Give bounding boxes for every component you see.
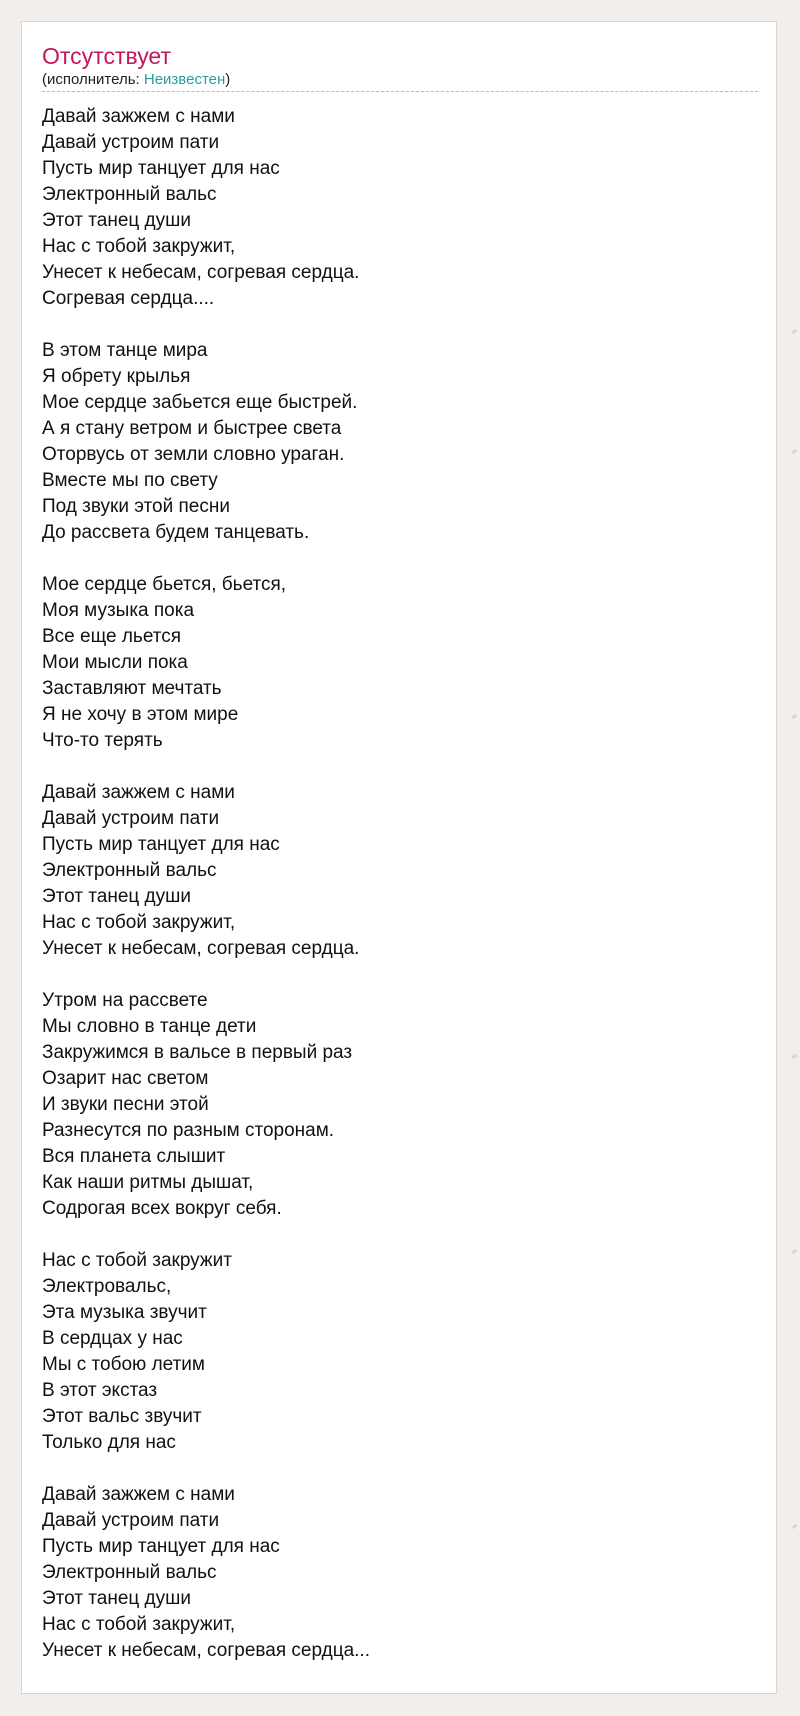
lyric-line: И звуки песни этой: [42, 1094, 209, 1115]
lyric-line: Электровальс,: [42, 1276, 172, 1297]
lyric-line: Все еще льется: [42, 626, 182, 647]
background-mark: [792, 329, 798, 334]
lyric-line: Утром на рассвете: [42, 990, 208, 1011]
background-mark: [792, 1249, 798, 1254]
lyric-line: В сердцах у нас: [42, 1328, 183, 1349]
lyric-line: Озарит нас светом: [42, 1068, 209, 1089]
lyric-line: Я не хочу в этом мире: [42, 704, 239, 725]
song-title: Отсутствует: [42, 43, 171, 69]
lyric-line: Как наши ритмы дышат,: [42, 1172, 254, 1193]
lyric-line: В этом танце мира: [42, 340, 208, 361]
lyric-line: А я стану ветром и быстрее света: [42, 418, 342, 439]
lyric-line: Давай зажжем с нами: [42, 1484, 235, 1505]
lyric-line: Согревая сердца....: [42, 288, 215, 309]
lyric-line: Давай устроим пати: [42, 1510, 220, 1531]
background-mark: [792, 449, 798, 454]
artist-prefix: (исполнитель:: [42, 71, 144, 88]
lyric-line: Оторвусь от земли словно ураган.: [42, 444, 345, 465]
lyric-line: Давай зажжем с нами: [42, 782, 235, 803]
lyric-line: Нас с тобой закружит: [42, 1250, 232, 1271]
background-mark: [792, 1054, 798, 1059]
lyric-line: Эта музыка звучит: [42, 1302, 207, 1323]
artist-suffix: ): [225, 71, 231, 88]
lyric-line: Этот танец души: [42, 1588, 191, 1609]
lyric-line: Унесет к небесам, согревая сердца.: [42, 938, 360, 959]
artist-line: [42, 70, 758, 90]
lyrics-text: [42, 104, 758, 1664]
background-pattern: [790, 0, 800, 1716]
lyric-line: Этот вальс звучит: [42, 1406, 202, 1427]
lyrics-stanza: [42, 104, 758, 312]
lyric-line: Электронный вальс: [42, 184, 217, 205]
lyric-line: Давай устроим пати: [42, 808, 220, 829]
lyric-line: Нас с тобой закружит,: [42, 1614, 236, 1635]
lyric-line: В этот экстаз: [42, 1380, 158, 1401]
lyric-line: Вся планета слышит: [42, 1146, 226, 1167]
lyric-line: Нас с тобой закружит,: [42, 912, 236, 933]
lyric-line: Электронный вальс: [42, 860, 217, 881]
lyric-line: Давай устроим пати: [42, 132, 220, 153]
lyric-line: Нас с тобой закружит,: [42, 236, 236, 257]
lyric-line: Мое сердце бьется, бьется,: [42, 574, 287, 595]
background-mark: [792, 1524, 798, 1529]
lyric-line: Этот танец души: [42, 886, 191, 907]
lyric-line: Содрогая всех вокруг себя.: [42, 1198, 282, 1219]
lyric-line: Разнесутся по разным сторонам.: [42, 1120, 335, 1141]
lyric-line: Унесет к небесам, согревая сердца...: [42, 1640, 370, 1661]
lyric-line: Мои мысли пока: [42, 652, 188, 673]
lyrics-stanza: [42, 1482, 758, 1664]
song-header: [42, 42, 758, 92]
lyric-line: Этот танец души: [42, 210, 191, 231]
lyrics-stanza: [42, 780, 758, 962]
lyrics-stanza: [42, 1248, 758, 1456]
lyric-line: Мы словно в танце дети: [42, 1016, 257, 1037]
lyric-line: Моя музыка пока: [42, 600, 195, 621]
lyric-line: Только для нас: [42, 1432, 176, 1453]
lyric-line: Унесет к небесам, согревая сердца.: [42, 262, 360, 283]
lyric-line: Пусть мир танцует для нас: [42, 834, 280, 855]
lyric-line: Пусть мир танцует для нас: [42, 158, 280, 179]
lyric-line: До рассвета будем танцевать.: [42, 522, 310, 543]
lyric-line: Под звуки этой песни: [42, 496, 230, 517]
lyric-line: Мое сердце забьется еще быстрей.: [42, 392, 358, 413]
lyric-line: Мы с тобою летим: [42, 1354, 205, 1375]
lyric-line: Пусть мир танцует для нас: [42, 1536, 280, 1557]
lyric-line: Что-то терять: [42, 730, 163, 751]
lyric-line: Электронный вальс: [42, 1562, 217, 1583]
artist-link[interactable]: Неизвестен: [143, 71, 226, 88]
lyric-line: Закружимся в вальсе в первый раз: [42, 1042, 353, 1063]
lyric-line: Давай зажжем с нами: [42, 106, 235, 127]
lyric-line: Заставляют мечтать: [42, 678, 222, 699]
lyric-line: Я обрету крылья: [42, 366, 191, 387]
background-mark: [792, 714, 798, 719]
lyric-line: Вместе мы по свету: [42, 470, 218, 491]
lyrics-stanza: [42, 338, 758, 546]
lyrics-stanza: [42, 988, 758, 1222]
lyrics-card: [21, 21, 777, 1694]
lyrics-stanza: [42, 572, 758, 754]
